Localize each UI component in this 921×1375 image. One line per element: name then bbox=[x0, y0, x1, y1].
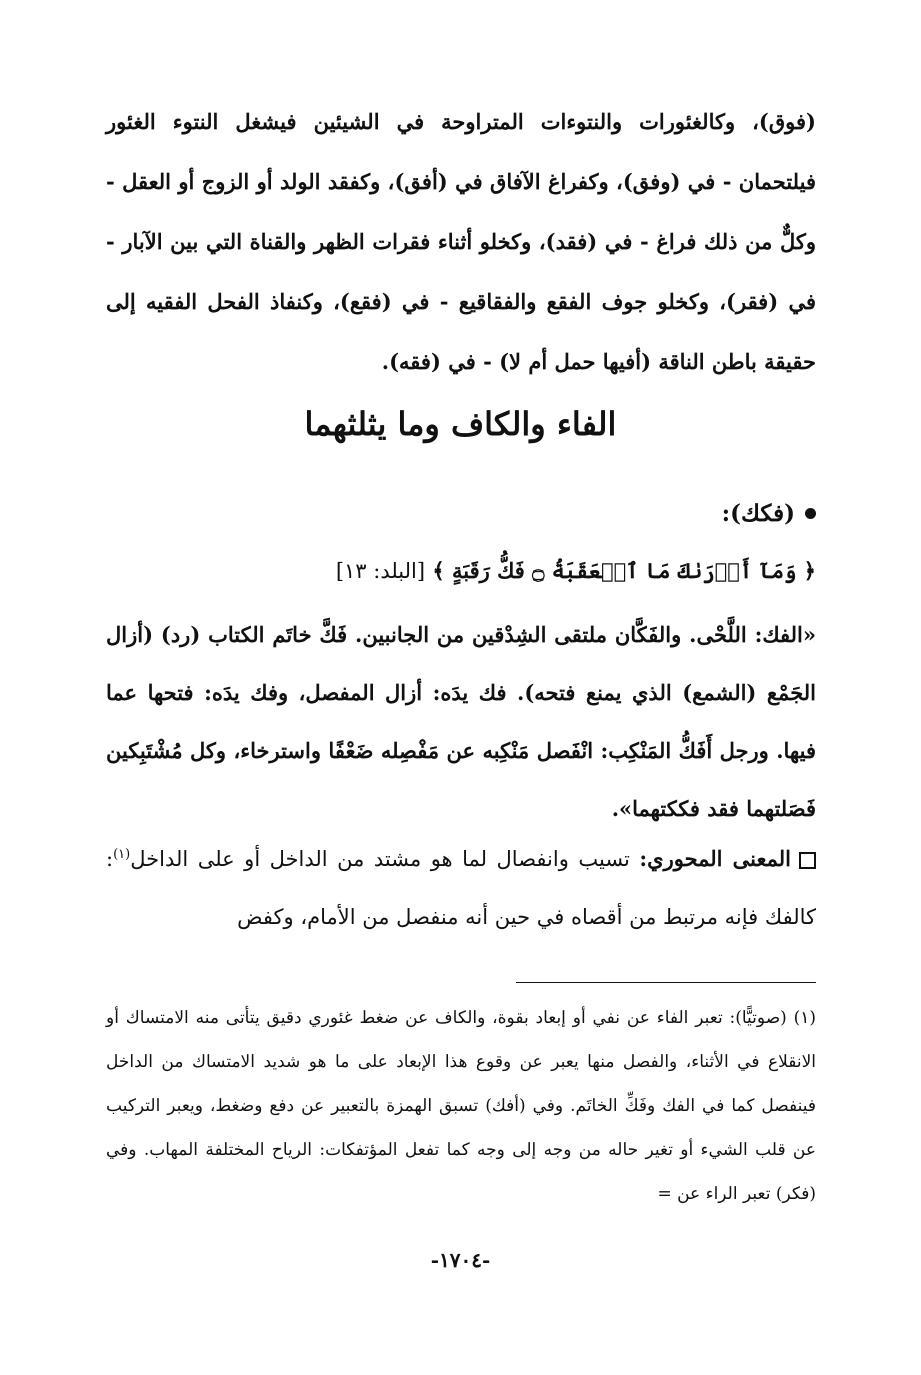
definition-paragraph: «الفك: اللَّحْى. والفَكَّان ملتقى الشِدْقين من الجانبين. فَكَّ خاتَم الكتاب (رد) (أزال الجَمْع (الشمع) الذي يمنع فتحه). فك يدَه: أزال المفصل، وفك يدَه: فتحها عما فيها. ورجل أَفَكُّ المَنْكِب: انْفَصل مَنْكِبه عن مَفْصِله ضَعْفًا واسترخاء، وكل مُشْتَبِكين فَصَلتهما فقد فككتهما». bbox=[106, 622, 816, 821]
meaning-text-after-note: : كالفك فإنه مرتبط من أقصاه في حين أنه منفصل من الأمام، وكفض bbox=[106, 847, 816, 929]
verse-reference: [البلد: ١٣] bbox=[335, 559, 426, 583]
footnote-marker[interactable]: (١) bbox=[113, 847, 131, 862]
quran-verse bbox=[106, 558, 816, 583]
meaning-label: المعنى المحوري: bbox=[639, 846, 791, 871]
footnote-text: (١) (صوتيًّا): تعبر الفاء عن نفي أو إبعاد بقوة، والكاف عن ضغط غئوري دقيق يتأتى منه الامتساك أو الانقلاع في الأثناء، والفصل منها يعبر عن وقوع هذا الإبعاد على ما هو شديد الامتساك من الداخل فينفصل كما في الفك وفَكِّ الخاتَم. وفي (أفك) تسبق الهمزة بالتعبير عن دفع وضغط، ويعبر التركيب عن قلب الشيء أو تغير حاله من وجه إلى وجه كما تفعل المؤتفكات: الرياح المختلفة المهاب. وفي (فكر) تعبر الراء عن = bbox=[106, 1008, 816, 1204]
meaning-paragraph bbox=[106, 826, 816, 946]
bullet-icon bbox=[805, 508, 816, 519]
intro-paragraph-block bbox=[106, 92, 816, 392]
entry-title: (فكك): bbox=[721, 500, 795, 527]
intro-paragraph: (فوق)، وكالغئورات والنتوءات المتراوحة في الشيئين فيشغل النتوء الغئور فيلتحمان - في (وفق)، وكفراغ الآفاق في (أفق)، وكفقد الولد أو الزوج أو العقل - وكلٌّ من ذلك فراغ - في (فقد)، وكخلو أثناء فقرات الظهر والقناة التي بين الآبار - في (فقر)، وكخلو جوف الفقع والفقاقيع - في (فقع)، وكنفاذ الفحل الفقيه إلى حقيقة باطن الناقة (أفيها حمل أم لا) - في (فقه). bbox=[106, 109, 816, 374]
meaning-text-before-note: تسيب وانفصال لما هو مشتد من الداخل أو على الداخل bbox=[130, 847, 630, 871]
footnote-divider bbox=[516, 982, 816, 983]
section-heading: الفاء والكاف وما يثلثهما bbox=[304, 405, 617, 443]
verse-text: ﴿ وَمَآ أَدۡرَىٰكَ مَا ٱلۡعَقَبَةُ ۝ فَكُّ رَقَبَةٍ ﴾ bbox=[432, 558, 816, 583]
footnote-block bbox=[106, 996, 816, 1216]
definition-block bbox=[106, 606, 816, 838]
entry-header bbox=[722, 500, 816, 527]
page-number: -١٧٠٤- bbox=[430, 1248, 491, 1272]
square-box-icon bbox=[799, 852, 816, 869]
meaning-block bbox=[106, 826, 816, 946]
